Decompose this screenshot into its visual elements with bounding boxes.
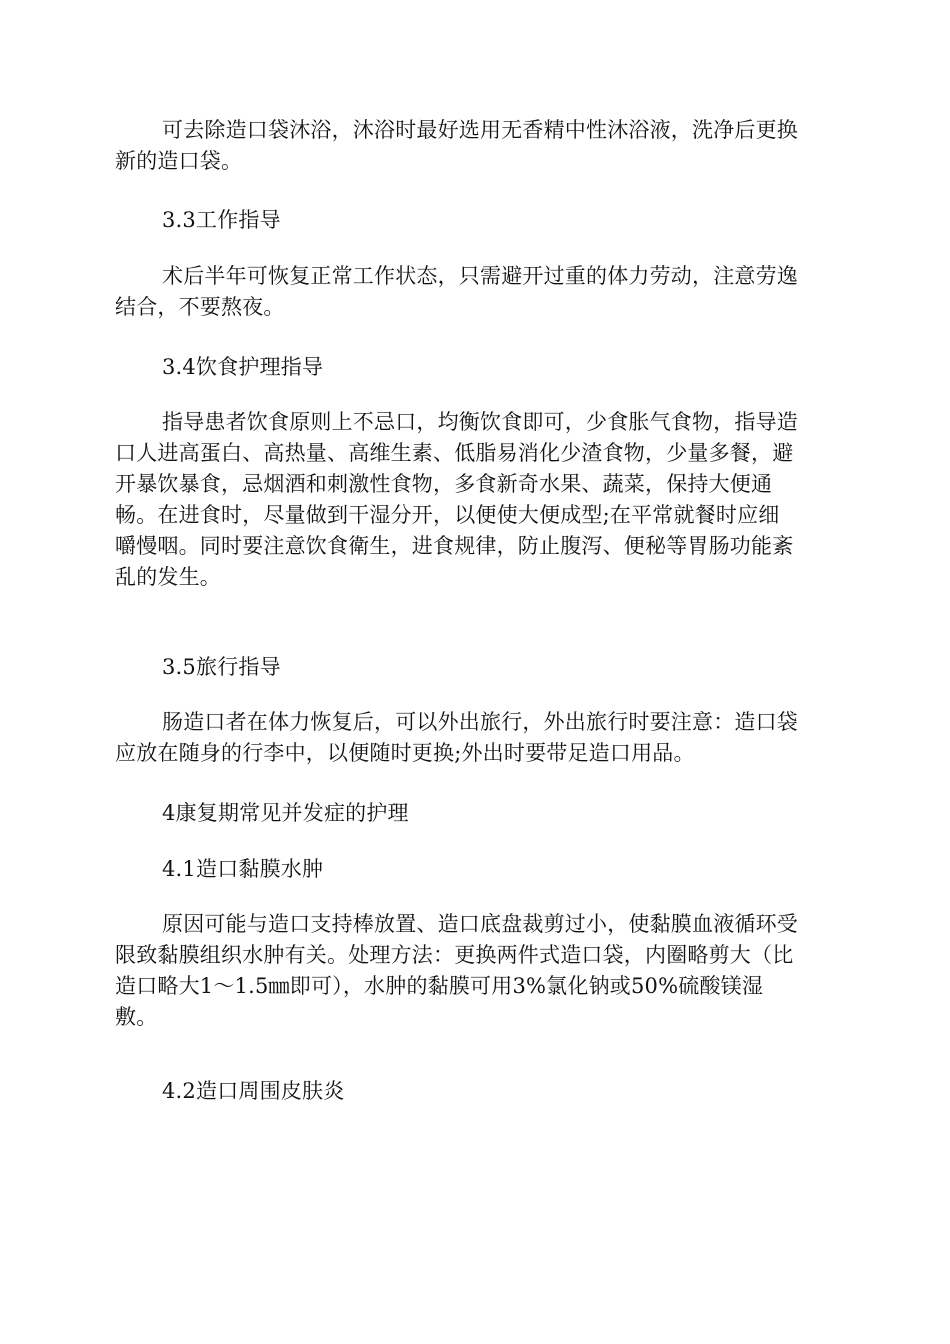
paragraph-line: 可去除造口袋沐浴，沐浴时最好选用无香精中性沐浴液，洗净后更换 <box>162 118 798 142</box>
paragraph-travel <box>115 707 835 769</box>
paragraph-work <box>115 261 835 323</box>
section-heading-travel-guidance: 3.5旅行指导 <box>162 655 281 679</box>
paragraph-line: 原因可能与造口支持棒放置、造口底盘裁剪过小，使黏膜血液循环受 <box>162 912 798 936</box>
section-heading-diet-guidance: 3.4饮食护理指导 <box>162 355 324 379</box>
paragraph-line: 限致黏膜组织水肿有关。处理方法：更换两件式造口袋，内圈略剪大（比 <box>115 943 794 967</box>
paragraph-line: 畅。在进食时，尽量做到干湿分开，以便使大便成型;在平常就餐时应细 <box>115 503 780 527</box>
section-heading-complications: 4康复期常见并发症的护理 <box>162 801 409 825</box>
paragraph-line: 敷。 <box>115 1005 158 1029</box>
paragraph-line: 结合，不要熬夜。 <box>115 295 285 319</box>
paragraph-line: 乱的发生。 <box>115 565 221 589</box>
paragraph-line: 开暴饮暴食，忌烟酒和刺激性食物，多食新奇水果、蔬菜，保持大便通 <box>115 472 773 496</box>
paragraph-line: 口人进高蛋白、高热量、高维生素、低脂易消化少渣食物，少量多餐，避 <box>115 441 794 465</box>
section-heading-peristomal-dermatitis: 4.2造口周围皮肤炎 <box>162 1079 345 1103</box>
paragraph-line: 嚼慢咽。同时要注意饮食衛生，进食规律，防止腹泻、便秘等胃肠功能紊 <box>115 534 794 558</box>
paragraph-mucosal-edema <box>115 909 835 1033</box>
paragraph-line: 造口略大1～1.5㎜即可），水肿的黏膜可用3%氯化钠或50%硫酸镁湿 <box>115 974 764 998</box>
paragraph-line: 术后半年可恢复正常工作状态，只需避开过重的体力劳动，注意劳逸 <box>162 264 798 288</box>
paragraph-line: 新的造口袋。 <box>115 149 243 173</box>
paragraph-diet <box>115 407 835 593</box>
paragraph-bathing <box>115 115 835 177</box>
paragraph-line: 肠造口者在体力恢复后，可以外出旅行，外出旅行时要注意：造口袋 <box>162 710 798 734</box>
section-heading-mucosal-edema: 4.1造口黏膜水肿 <box>162 857 324 881</box>
section-heading-work-guidance: 3.3工作指导 <box>162 208 281 232</box>
paragraph-line: 指导患者饮食原则上不忌口，均衡饮食即可，少食胀气食物，指导造 <box>162 410 798 434</box>
paragraph-line: 应放在随身的行李中，以便随时更换;外出时要带足造口用品。 <box>115 741 695 765</box>
